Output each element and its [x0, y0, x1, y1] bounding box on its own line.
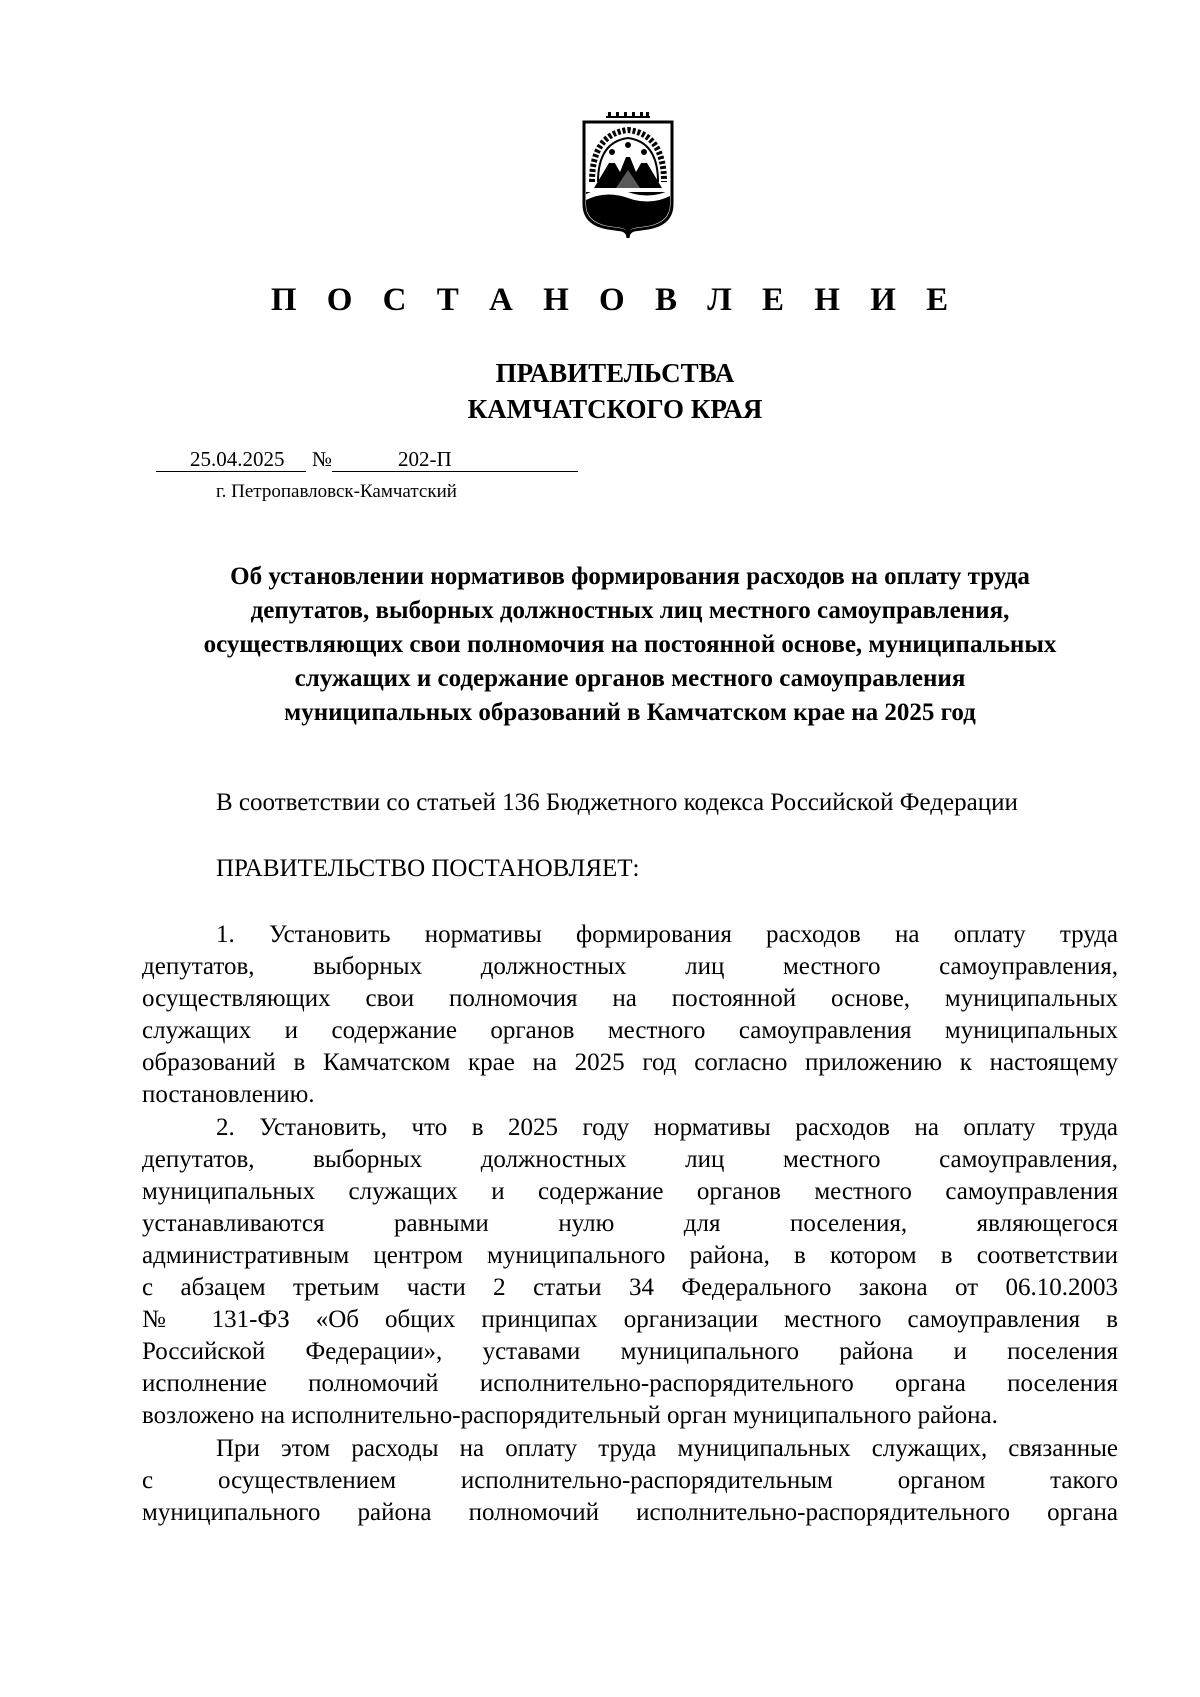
title-line: депутатов, выборных должностных лиц местного самоуправления, — [250, 597, 1010, 624]
registration-line — [156, 446, 580, 474]
legal-basis: В соответствии со статьей 136 Бюджетного кодекса Российской Федерации — [216, 789, 1018, 816]
place-of-issue: г. Петропавловск-Камчатский — [216, 481, 457, 502]
body-line: депутатов, выборных должностных лиц местного самоуправления, — [142, 953, 1118, 981]
body-line: служащих и содержание органов местного самоуправления муниципальных — [142, 1017, 1118, 1045]
date-field — [156, 446, 306, 472]
body-line: 2. Установить, что в 2025 году нормативы расходов на оплату труда — [216, 1113, 1118, 1141]
document-title — [140, 560, 1120, 730]
body-line: с осуществлением исполнительно-распорядительным органом такого — [142, 1466, 1118, 1494]
body-line: депутатов, выборных должностных лиц местного самоуправления, — [142, 1145, 1118, 1173]
body-line: постановлению. — [142, 1081, 315, 1109]
decree-phrase: ПРАВИТЕЛЬСТВО ПОСТАНОВЛЯЕТ: — [216, 855, 640, 882]
body-line: 1. Установить нормативы формирования расходов на оплату труда — [216, 921, 1118, 948]
issuer-heading — [0, 355, 1200, 427]
number-field — [332, 446, 578, 472]
body-line: с абзацем третьим части 2 статьи 34 Федерального закона от 06.10.2003 — [142, 1274, 1118, 1302]
body-line: исполнение полномочий исполнительно-распорядительного органа поселения — [142, 1370, 1118, 1398]
body-line: административным центром муниципального района, в котором в соответствии — [142, 1241, 1118, 1269]
body-line: № 131-ФЗ «Об общих принципах организации местного самоуправления в — [142, 1306, 1118, 1334]
issuer-line: ПРАВИТЕЛЬСТВА — [495, 358, 735, 388]
body-line: возложено на исполнительно-распорядительный орган муниципального района. — [142, 1402, 998, 1430]
document-number: 202-П — [398, 447, 452, 471]
issuer-line: КАМЧАТСКОГО КРАЯ — [467, 394, 763, 424]
document-date: 25.04.2025 — [190, 447, 285, 471]
body-line: осуществляющих свои полномочия на постоянной основе, муниципальных — [142, 985, 1118, 1013]
body-line: муниципального района полномочий исполнительно-распорядительного органа — [142, 1498, 1118, 1526]
title-line: служащих и содержание органов местного самоуправления — [294, 665, 966, 692]
body-line: образований в Камчатском крае на 2025 год согласно приложению к настоящему — [142, 1049, 1118, 1077]
body-line: устанавливаются равными нулю для поселения, являющегося — [142, 1209, 1118, 1237]
number-sign: № — [312, 447, 333, 471]
body-line: муниципальных служащих и содержание органов местного самоуправления — [142, 1177, 1118, 1205]
body-line: Российской Федерации», уставами муниципального района и поселения — [142, 1338, 1118, 1366]
title-line: Об установлении нормативов формирования расходов на оплату труда — [230, 563, 1030, 590]
title-line: муниципальных образований в Камчатском крае на 2025 год — [284, 699, 976, 726]
kamchatka-krai-coat-of-arms-icon — [576, 112, 680, 240]
title-line: осуществляющих свои полномочия на постоянной основе, муниципальных — [203, 631, 1057, 658]
body-line: При этом расходы на оплату труда муниципальных служащих, связанные — [216, 1434, 1118, 1462]
document-kind-heading: П О С Т А Н О В Л Е Н И Е — [270, 282, 960, 318]
document-body — [142, 919, 1118, 1529]
